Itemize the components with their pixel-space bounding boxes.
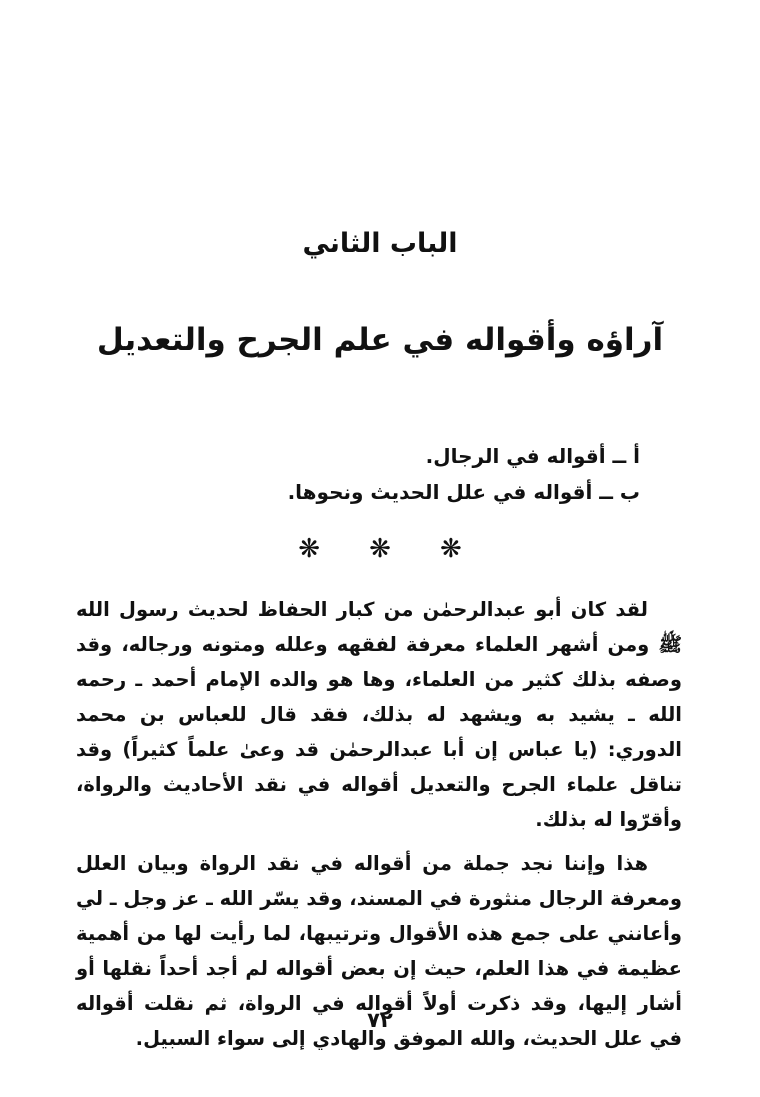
paragraph: هذا وإننا نجد جملة من أقواله في نقد الرواة وبيان العلل ومعرفة الرجال منثورة في المسند، وقد يسّر الله ـ عز وجل ـ لي وأعانني على جمع هذه الأقوال وترتيبها، لما رأيت لها من أهمية عظيمة في هذا العلم، حيث إن بعض أقواله لم أجد أحداً نقلها أو أشار إليها، وقد ذكرت أولاً أقواله في الرواة، ثم نقلت أقواله في علل الحديث، والله الموفق والهادي إلى سواء السبيل. [76, 852, 682, 1050]
paragraph: لقد كان أبو عبدالرحمٰن من كبار الحفاظ لحديث رسول الله ﷺ ومن أشهر العلماء معرفة لفقهه وعلله ومتونه ورجاله، وقد وصفه بذلك كثير من العلماء، وها هو والده الإمام أحمد ـ رحمه الله ـ يشيد به ويشهد له بذلك، فقد قال للعباس بن محمد الدوري: (يا عباس إن أبا عبدالرحمٰن قد وعىٰ علماً كثيراً) وقد تناقل علماء الجرح والتعديل أقواله في نقد الأحاديث والرواة، وأقرّوا له بذلك. [76, 598, 682, 831]
asterism-icon: ❋ [298, 534, 321, 564]
chapter-title: آراؤه وأقواله في علم الجرح والتعديل [96, 322, 664, 358]
asterism-icon: ❋ [439, 534, 462, 564]
page-number: ٧٢ [367, 1008, 393, 1032]
body-text [76, 592, 682, 1056]
asterism-icon: ❋ [369, 534, 391, 564]
chapter-contents [160, 438, 640, 510]
contents-item: أ ــ أقواله في الرجال. [425, 444, 640, 468]
contents-item: ب ــ أقواله في علل الحديث ونحوها. [287, 480, 640, 504]
chapter-heading: الباب الثاني [302, 228, 458, 259]
section-separator [0, 534, 760, 564]
